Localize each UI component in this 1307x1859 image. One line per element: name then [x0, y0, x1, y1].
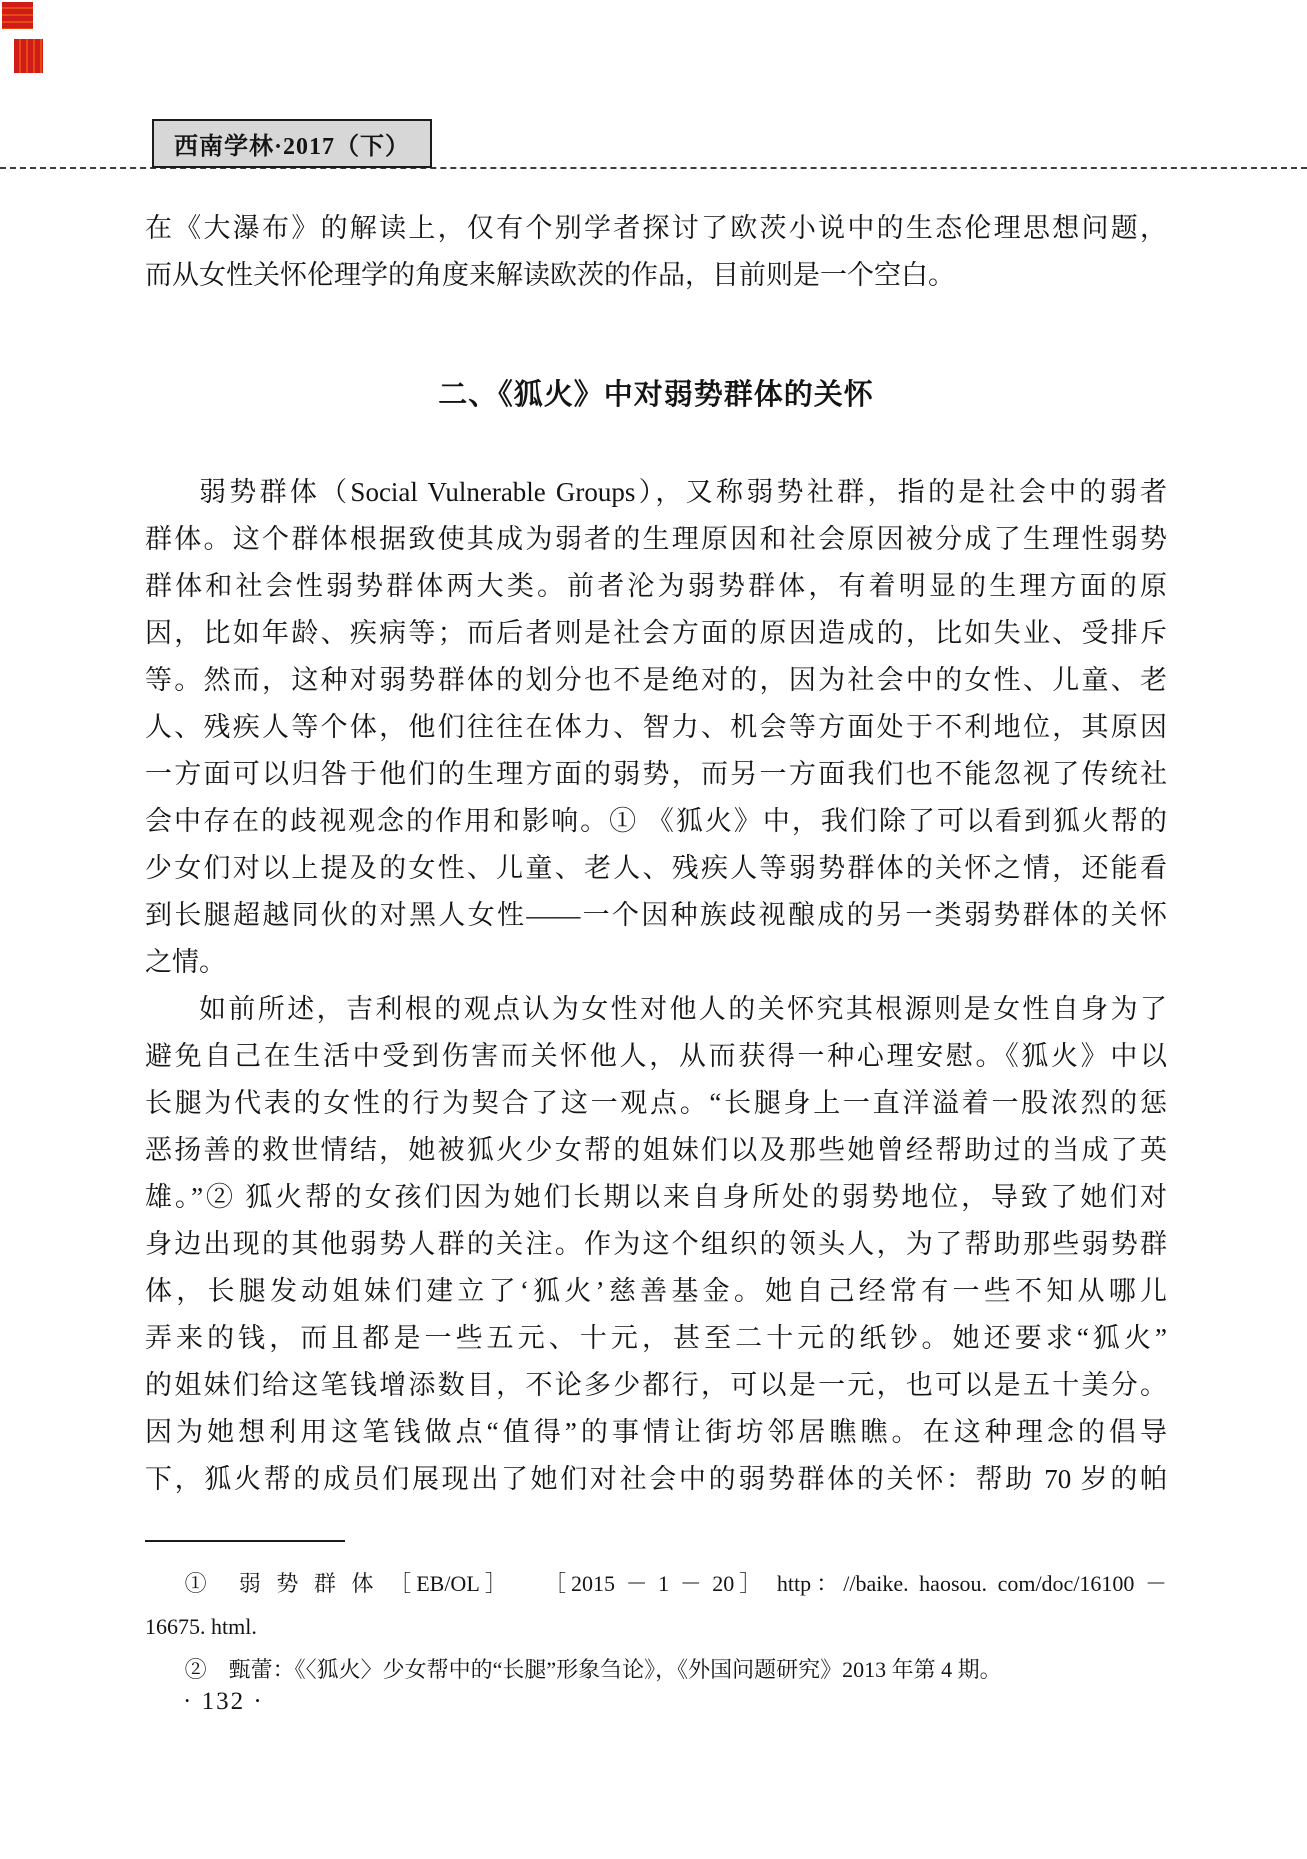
paragraph-line: 体，长腿发动姐妹们建立了‘狐火’慈善基金。她自己经常有一些不知从哪儿	[145, 1276, 1167, 1306]
section-heading: 二、《狐火》中对弱势群体的关怀	[438, 379, 874, 411]
paragraph-line: 在《大瀑布》的解读上，仅有个别学者探讨了欧茨小说中的生态伦理思想问题，	[145, 213, 1167, 243]
paragraph-line: 雄。”② 狐火帮的女孩们因为她们长期以来自身所处的弱势地位，导致了她们对	[145, 1182, 1167, 1212]
footnote-divider	[145, 1540, 345, 1542]
paragraph-line: 长腿为代表的女性的行为契合了这一观点。“长腿身上一直洋溢着一股浓烈的惩	[145, 1088, 1167, 1118]
paragraph-line: 弄来的钱，而且都是一些五元、十元，甚至二十元的纸钞。她还要求“狐火”	[145, 1323, 1167, 1353]
paragraph-line: 群体。这个群体根据致使其成为弱者的生理原因和社会原因被分成了生理性弱势	[145, 524, 1167, 554]
paragraph-line: 下，狐火帮的成员们展现出了她们对社会中的弱势群体的关怀：帮助 70 岁的帕	[145, 1464, 1167, 1494]
footnote-1-line-1: ① 弱 势 群 体 ［EB/OL］ ［2015 － 1 － 20］ http：//baike. haosou. com/doc/16100 －	[184, 1571, 1167, 1596]
paragraph-line: 恶扬善的救世情结，她被狐火少女帮的姐妹们以及那些她曾经帮助过的当成了英	[145, 1135, 1167, 1165]
paragraph-line: 弱势群体（Social Vulnerable Groups），又称弱势社群，指的是社会中的弱者	[199, 477, 1167, 507]
paragraph-line: 而从女性关怀伦理学的角度来解读欧茨的作品，目前则是一个空白。	[145, 260, 955, 290]
red-mark-icon	[14, 39, 43, 73]
page-body	[145, 205, 1167, 1503]
paragraph-line: 的姐妹们给这笔钱增添数目，不论多少都行，可以是一元，也可以是五十美分。	[145, 1370, 1167, 1400]
footnote-1-line-2: 16675. html.	[145, 1614, 257, 1639]
paragraph-line: 因，比如年龄、疾病等；而后者则是社会方面的原因造成的，比如失业、受排斥	[145, 618, 1167, 648]
paragraph-line: 群体和社会性弱势群体两大类。前者沦为弱势群体，有着明显的生理方面的原	[145, 571, 1167, 601]
red-mark-icon	[2, 2, 33, 29]
paragraph-line: 如前所述，吉利根的观点认为女性对他人的关怀究其根源则是女性自身为了	[199, 994, 1167, 1024]
paragraph-line: 避免自己在生活中受到伤害而关怀他人，从而获得一种心理安慰。《狐火》中以	[145, 1041, 1167, 1071]
paragraph-line: 人、残疾人等个体，他们往往在体力、智力、机会等方面处于不利地位，其原因	[145, 712, 1167, 742]
page-number: · 132 ·	[183, 1688, 264, 1715]
journal-title-badge	[152, 119, 432, 168]
journal-title-text: 西南学林·2017（下）	[174, 134, 411, 160]
paragraph-line: 到长腿超越同伙的对黑人女性——一个因种族歧视酿成的另一类弱势群体的关怀	[145, 900, 1167, 930]
paragraph-line: 因为她想利用这笔钱做点“值得”的事情让街坊邻居瞧瞧。在这种理念的倡导	[145, 1417, 1167, 1447]
paragraph-line: 一方面可以归咎于他们的生理方面的弱势，而另一方面我们也不能忽视了传统社	[145, 759, 1167, 789]
paragraph-line: 会中存在的歧视观念的作用和影响。① 《狐火》中，我们除了可以看到狐火帮的	[145, 806, 1167, 836]
paragraph-line: 之情。	[145, 947, 226, 977]
footnotes	[145, 1562, 1167, 1691]
paragraph-line: 身边出现的其他弱势人群的关注。作为这个组织的领头人，为了帮助那些弱势群	[145, 1229, 1167, 1259]
footnote-2: ② 甄蕾：《〈狐火〉少女帮中的“长腿”形象刍论》，《外国问题研究》2013 年第 4 期。	[184, 1657, 1002, 1682]
paragraph-line: 等。然而，这种对弱势群体的划分也不是绝对的，因为社会中的女性、儿童、老	[145, 665, 1167, 695]
paragraph-line: 少女们对以上提及的女性、儿童、老人、残疾人等弱势群体的关怀之情，还能看	[145, 853, 1167, 883]
